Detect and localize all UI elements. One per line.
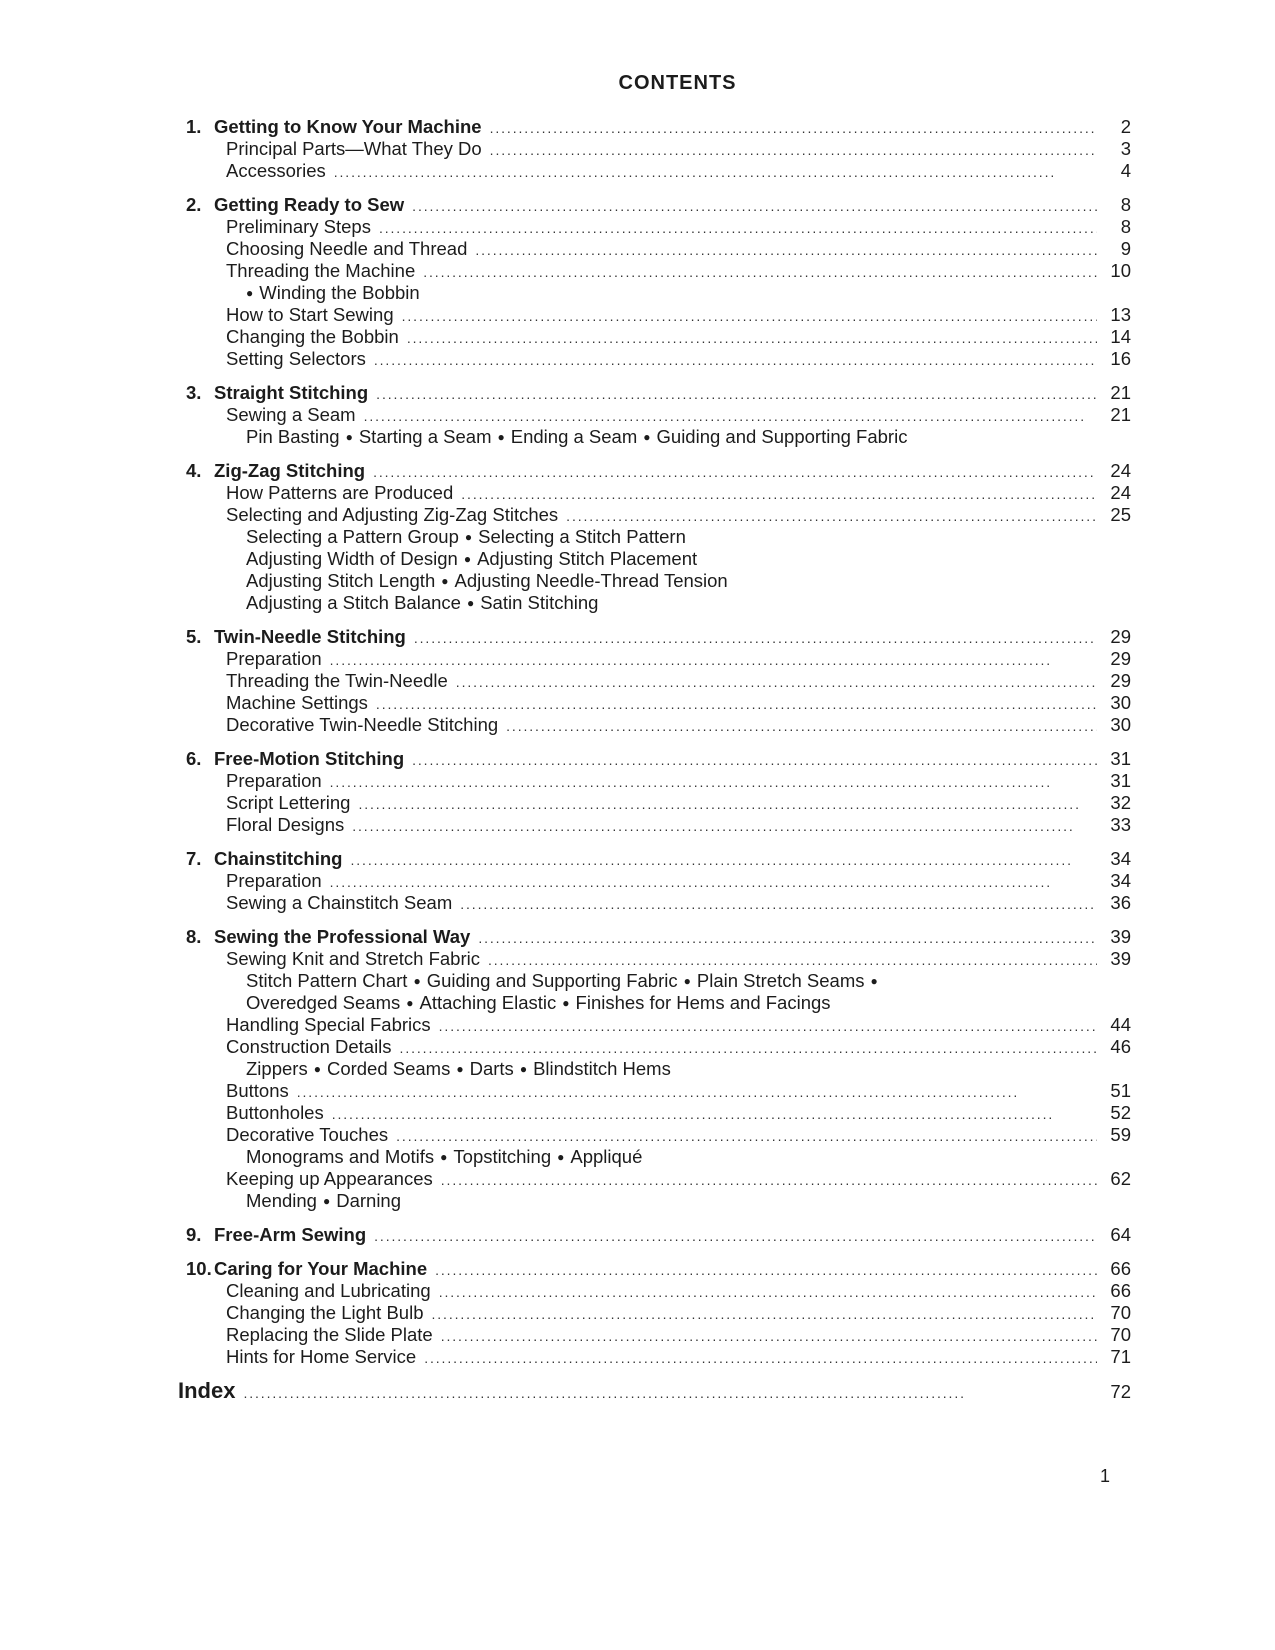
entry-title: Hints for Home Service [226,1346,417,1367]
dot-leader [441,1324,1097,1347]
dot-leader [400,1036,1097,1059]
toc-section-row [186,1224,1131,1246]
page-ref: 51 [1110,1080,1131,1101]
entry-title: Preparation [226,770,322,791]
dot-leader [374,1224,1097,1247]
entry-title: Preparation [226,870,322,891]
detail-line [186,426,1131,448]
dot-leader [376,692,1097,715]
section-number: 8. [186,926,202,947]
page-ref: 52 [1110,1102,1131,1123]
toc-index-row [178,1380,1131,1402]
dot-leader [374,348,1097,371]
entry-title: Zig-Zag Stitching [214,460,366,481]
detail-topic: Guiding and Supporting Fabric [426,970,678,991]
toc-entry-row [186,1080,1131,1102]
dot-leader [330,870,1097,893]
detail-topic: Topstitching [453,1146,552,1167]
detail-topic: Plain Stretch Seams [696,970,865,991]
toc-section [186,848,1131,914]
bullet-icon: ● [456,1062,464,1076]
bullet-icon: ● [313,1062,321,1076]
toc-entry-row [186,1280,1131,1302]
dot-leader [373,460,1097,483]
page-ref: 39 [1110,926,1131,947]
dot-leader [364,404,1097,427]
page-ref: 24 [1110,482,1131,503]
bullet-icon: ● [643,430,651,444]
toc-entry-row [186,1168,1131,1190]
toc-entry-row [186,326,1131,348]
detail-line [186,1190,1131,1212]
page-ref: 34 [1110,848,1131,869]
detail-topic: Appliqué [570,1146,643,1167]
entry-title: Index [178,1378,236,1403]
toc-entry-row [186,1036,1131,1058]
detail-topic: Finishes for Hems and Facings [575,992,831,1013]
dot-leader [376,382,1097,405]
bullet-icon: ● [464,530,473,544]
entry-title: Buttons [226,1080,289,1101]
dot-leader [460,892,1097,915]
page-ref: 14 [1110,326,1131,347]
entry-title: Getting to Know Your Machine [214,116,482,137]
entry-title: Selecting and Adjusting Zig-Zag Stitches [226,504,559,525]
toc-section [186,626,1131,736]
page-ref: 3 [1120,138,1131,159]
dot-leader [402,304,1097,327]
page-ref: 39 [1110,948,1131,969]
bullet-icon: ● [463,552,472,566]
toc-entry-row [186,348,1131,370]
page-ref: 66 [1110,1258,1131,1279]
toc-section-row [186,194,1131,216]
toc-section-row [186,748,1131,770]
dot-leader [330,648,1097,671]
detail-line [186,992,1131,1014]
section-number: 6. [186,748,202,769]
bullet-icon: ● [345,430,353,444]
toc-section-row [186,116,1131,138]
detail-topic: Adjusting Stitch Length [246,570,436,591]
toc-section [186,748,1131,836]
bullet-icon: ● [322,1194,331,1208]
entry-title: Preparation [226,648,322,669]
detail-line [186,570,1131,592]
page-ref: 8 [1120,194,1131,215]
dot-leader [461,482,1097,505]
detail-line [186,526,1131,548]
page-ref: 13 [1110,304,1131,325]
toc-entry-row [186,870,1131,892]
detail-topic: Corded Seams [326,1058,451,1079]
page-ref: 30 [1110,714,1131,735]
entry-title: Free-Motion Stitching [214,748,405,769]
detail-topic: Monograms and Motifs [246,1146,435,1167]
toc-entry-row [186,138,1131,160]
dot-leader [332,1102,1097,1125]
page-ref: 71 [1110,1346,1131,1367]
dot-leader [350,848,1097,871]
toc-section [186,194,1131,370]
page-number: 1 [1100,1466,1111,1486]
dot-leader [412,194,1097,217]
dot-leader [358,792,1097,815]
dot-leader [243,1381,1097,1404]
dot-leader [490,138,1097,161]
detail-topic: Attaching Elastic [419,992,557,1013]
entry-title: Decorative Touches [226,1124,389,1145]
bullet-icon: ● [406,996,414,1010]
entry-title: Script Lettering [226,792,351,813]
toc-entry-row [186,892,1131,914]
page-ref: 4 [1120,160,1131,181]
toc-entry-row [186,948,1131,970]
detail-topic: Stitch Pattern Chart [246,970,408,991]
dot-leader [441,1168,1097,1191]
section-number: 3. [186,382,202,403]
detail-topic: Mending [246,1190,317,1211]
entry-title: Chainstitching [214,848,343,869]
page-ref: 29 [1110,626,1131,647]
bullet-icon: ● [413,974,421,988]
entry-title: Keeping up Appearances [226,1168,433,1189]
entry-title: Sewing the Professional Way [214,926,471,947]
toc-section [186,116,1131,182]
entry-title: Changing the Bobbin [226,326,399,347]
dot-leader [297,1080,1097,1103]
toc-entry-row [186,1346,1131,1368]
detail-topic: Adjusting Needle-Thread Tension [454,570,728,591]
entry-title: Changing the Light Bulb [226,1302,424,1323]
dot-leader [431,1302,1097,1325]
page-ref: 8 [1120,216,1131,237]
detail-topic: Darts [469,1058,514,1079]
detail-line [186,1146,1131,1168]
entry-title: Buttonholes [226,1102,324,1123]
detail-topic: Adjusting Stitch Placement [477,548,698,569]
page-ref: 21 [1110,382,1131,403]
toc-entry-row [186,160,1131,182]
page-ref: 16 [1110,348,1131,369]
entry-title: Sewing a Chainstitch Seam [226,892,453,913]
toc-entry-row [186,714,1131,736]
entry-title: Decorative Twin-Needle Stitching [226,714,499,735]
toc-entry-row [186,814,1131,836]
page-ref: 46 [1110,1036,1131,1057]
entry-title: Setting Selectors [226,348,366,369]
page-ref: 32 [1110,792,1131,813]
detail-topic: Guiding and Supporting Fabric [656,426,908,447]
page-ref: 29 [1110,670,1131,691]
toc-entry-row [186,770,1131,792]
detail-topic: Adjusting Width of Design [246,548,458,569]
toc-section-row [186,1258,1131,1280]
page-ref: 25 [1110,504,1131,525]
page-ref: 21 [1110,404,1131,425]
page-ref: 36 [1110,892,1131,913]
toc-entry-row [186,304,1131,326]
bullet-icon: ● [441,574,449,588]
toc-section-row [186,626,1131,648]
detail-line [186,1058,1131,1080]
dot-leader [396,1124,1097,1147]
entry-title: Replacing the Slide Plate [226,1324,433,1345]
section-number: 4. [186,460,202,481]
toc-section-row [186,460,1131,482]
toc-entry-row [186,404,1131,426]
toc-entry-row [186,504,1131,526]
page-ref: 24 [1110,460,1131,481]
toc-entry-row [186,792,1131,814]
toc-section [186,460,1131,614]
detail-topic: Selecting a Pattern Group [246,526,459,547]
detail-topic: Overedged Seams [246,992,401,1013]
dot-leader [379,216,1097,239]
entry-title: Threading the Twin-Needle [226,670,448,691]
page-ref: 31 [1110,748,1131,769]
entry-title: Principal Parts—What They Do [226,138,482,159]
page-ref: 9 [1120,238,1131,259]
page-ref: 64 [1110,1224,1131,1245]
entry-title: Machine Settings [226,692,368,713]
page-ref: 34 [1110,870,1131,891]
detail-topic: Zippers [246,1058,308,1079]
bullet-icon: ● [683,974,691,988]
table-of-contents [178,116,1131,1403]
section-number: 9. [186,1224,202,1245]
dot-leader [475,238,1097,261]
section-number: 5. [186,626,202,647]
page-ref: 2 [1120,116,1131,137]
detail-line [186,970,1131,992]
entry-title: Handling Special Fabrics [226,1014,431,1035]
entry-title: Caring for Your Machine [214,1258,428,1279]
page-ref: 10 [1110,260,1131,281]
toc-entry-row [186,482,1131,504]
page-ref: 70 [1110,1324,1131,1345]
toc-entry-row [186,670,1131,692]
detail-topic: Winding the Bobbin [259,282,420,303]
toc-entry-row [186,216,1131,238]
dot-leader [435,1258,1097,1281]
toc-section [186,382,1131,448]
bullet-icon: ● [466,596,475,610]
toc-section [186,1224,1131,1246]
page-ref: 66 [1110,1280,1131,1301]
dot-leader [488,948,1097,971]
dot-leader [506,714,1097,737]
section-number: 10. [186,1258,212,1279]
section-number: 1. [186,116,202,137]
detail-line [186,548,1131,570]
detail-line [186,592,1131,614]
entry-title: Threading the Machine [226,260,416,281]
toc-entry-row [186,1124,1131,1146]
toc-entry-row [186,1324,1131,1346]
page-ref: 29 [1110,648,1131,669]
entry-title: Cleaning and Lubricating [226,1280,431,1301]
toc-entry-row [186,648,1131,670]
entry-title: Construction Details [226,1036,392,1057]
dot-leader [439,1280,1097,1303]
entry-title: How to Start Sewing [226,304,394,325]
dot-leader [334,160,1097,183]
page-title: CONTENTS [618,72,737,94]
detail-topic: Starting a Seam [358,426,492,447]
page-ref: 30 [1110,692,1131,713]
detail-topic: Satin Stitching [480,592,599,613]
entry-title: Twin-Needle Stitching [214,626,406,647]
dot-leader [478,926,1097,949]
page-ref: 33 [1110,814,1131,835]
page-ref: 72 [1110,1381,1131,1402]
entry-title: How Patterns are Produced [226,482,454,503]
bullet-icon: ● [557,1150,565,1164]
bullet-icon: ● [870,974,878,988]
toc-section-row [186,848,1131,870]
detail-topic: Blindstitch Hems [533,1058,671,1079]
dot-leader [407,326,1097,349]
toc-entry-row [186,1102,1131,1124]
dot-leader [566,504,1097,527]
toc-entry-row [186,1014,1131,1036]
dot-leader [423,260,1097,283]
page-ref: 70 [1110,1302,1131,1323]
toc-section [186,926,1131,1212]
dot-leader [352,814,1097,837]
bullet-icon: ● [246,286,254,300]
page-ref: 31 [1110,770,1131,791]
detail-topic: Darning [336,1190,402,1211]
entry-title: Choosing Needle and Thread [226,238,468,259]
dot-leader [439,1014,1097,1037]
detail-topic: Pin Basting [246,426,340,447]
bullet-icon: ● [562,996,570,1010]
detail-topic: Selecting a Stitch Pattern [478,526,686,547]
dot-leader [412,748,1097,771]
bullet-icon: ● [497,430,505,444]
dot-leader [456,670,1097,693]
toc-entry-row [186,260,1131,282]
entry-title: Sewing a Seam [226,404,356,425]
detail-topic: Ending a Seam [510,426,638,447]
dot-leader [330,770,1097,793]
bullet-icon: ● [519,1062,528,1076]
entry-title: Accessories [226,160,326,181]
entry-title: Free-Arm Sewing [214,1224,367,1245]
toc-entry-row [186,1302,1131,1324]
toc-entry-row [186,238,1131,260]
dot-leader [490,116,1097,139]
toc-entry-row [186,692,1131,714]
section-number: 2. [186,194,202,215]
entry-title: Preliminary Steps [226,216,371,237]
section-number: 7. [186,848,202,869]
entry-title: Floral Designs [226,814,345,835]
detail-topic: Adjusting a Stitch Balance [246,592,461,613]
dot-leader [424,1346,1097,1369]
toc-section-row [186,382,1131,404]
page-ref: 62 [1110,1168,1131,1189]
entry-title: Straight Stitching [214,382,369,403]
detail-line [186,282,1131,304]
toc-section [186,1258,1131,1368]
entry-title: Sewing Knit and Stretch Fabric [226,948,480,969]
page-ref: 44 [1110,1014,1131,1035]
entry-title: Getting Ready to Sew [214,194,405,215]
toc-section-row [186,926,1131,948]
page-ref: 59 [1110,1124,1131,1145]
bullet-icon: ● [440,1150,448,1164]
dot-leader [414,626,1097,649]
